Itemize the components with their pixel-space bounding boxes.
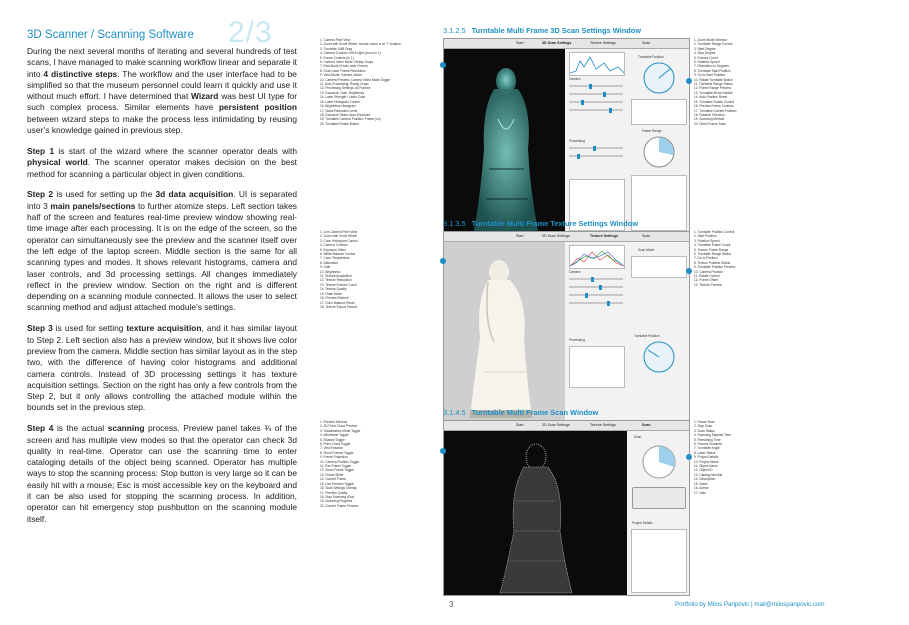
annotation-note: 14. Current Frame <box>320 477 347 482</box>
annotation-note: 15. Notes <box>694 481 708 486</box>
paragraph-step-2: Step 2 is used for setting up the 3d data acquisition. UI is separated into 3 main panels/sections to further atomize steps. Left section takes half of the screen and features real-time preview window showing real-time image after each processing. It is on the edge of the screen, so the operator can simultaneously see the preview and the scanner itself over the left edge of the laptop screen. Middle section is the same for all scanning types and modes. It shows relevant histograms, camera and laser controls, and 3d processing settings. All changes immediately reflect in the preview window. Section on the right and is different depending on a scanning module connected. It allows the user to select scanning method and adjust attached module’s settings. <box>27 189 298 313</box>
section-title-3d-scan-settings <box>443 26 641 35</box>
paragraph-intro: During the next several months of iterating and several hundreds of test scans, I have managed to make scanning workflow linear and separate it into 4 distinctive steps. The workflow and the user interface had to be simplified so that the museum personnel could learn it quickly and use it without much effort. I have determined that Wizard was best UI type for such complex process. Similar elements have persistent position between wizard steps to make the process less intimidating by reusing user’s knowledge gained in previous step. <box>27 46 298 136</box>
annotations-right-texture <box>694 230 809 420</box>
annotation-note: 12. Processing Settings: All Frames <box>320 86 371 91</box>
annotation-note: 13. Texture Frames Count <box>320 282 357 287</box>
screenshot-3d-scan-settings <box>443 38 690 236</box>
wizard-tabbar <box>444 232 689 242</box>
annotation-note: 11. Turntable Range Status <box>694 82 733 87</box>
annotation-note: 12. Frame Offset <box>694 278 718 283</box>
annotation-note: 7. Resolution in Degrees <box>694 64 729 69</box>
annotation-note: 18. Rotation Direction <box>694 112 725 117</box>
emphasis-text: Step 2 <box>27 189 54 200</box>
section-number: 3.1.3.5 <box>443 219 466 228</box>
section-heading: Turntable Multi Frame Texture Settings Window <box>471 219 638 228</box>
panel-label-processing: Processing <box>569 338 585 342</box>
tab-texture-settings: Texture Settings <box>590 41 616 45</box>
annotation-note: 2. Turntable Range Control <box>694 42 733 47</box>
annotation-note: 4. Scanning Elapsed Time <box>694 433 732 438</box>
annotation-note: 17. Preview Quality <box>320 490 348 495</box>
emphasis-text: persistent position <box>218 102 297 113</box>
turntable-dial-icon[interactable] <box>642 340 676 374</box>
project-details-form[interactable] <box>631 529 687 593</box>
emphasis-text: Wizard <box>191 91 219 102</box>
annotation-note: 15. Turntable Rotate Control <box>694 99 735 104</box>
annotation-note: 20. Turntable Rotate Button <box>320 121 359 126</box>
emphasis-text: physical world <box>27 157 88 168</box>
annotation-note: 1. Preview Window <box>320 420 348 424</box>
emphasis-text: Step 3 <box>27 323 53 334</box>
preview-window <box>444 49 565 235</box>
callout-marker <box>440 448 446 454</box>
panel-label-turntable-position: Turntable Position <box>638 55 664 59</box>
frame-range-dial-icon[interactable] <box>642 135 676 169</box>
section-number: 3.1.2.5 <box>443 26 466 35</box>
emphasis-text: scanning <box>107 423 145 434</box>
exposure-slider[interactable] <box>569 278 623 280</box>
annotation-note: 8. Laser Status <box>694 450 716 455</box>
annotation-note: 12. Frame Range Preview <box>694 86 732 91</box>
annotation-note: 3. Visualization Mode Toggle <box>320 428 361 433</box>
panel-label-scan: Scan <box>634 435 642 439</box>
section-title-texture-settings <box>443 219 638 228</box>
annotation-note: 8. Saturation <box>320 260 339 265</box>
annotations-left-texture <box>320 230 440 420</box>
annotation-note: 5. Remaining Time <box>694 437 721 442</box>
annotation-note: 7. Go to Position <box>694 256 718 261</box>
white-balance-slider[interactable] <box>569 286 623 288</box>
annotation-note: 16. Scan Settings Overlay <box>320 486 357 491</box>
scan-preview-window <box>444 431 627 595</box>
annotation-note: 8. Show Frames Toggle <box>320 450 354 455</box>
annotations-right-scan <box>694 420 809 598</box>
page-title: 3D Scanner / Scanning Software <box>27 29 194 41</box>
annotation-note: 13. Frame Slider <box>320 472 344 477</box>
turntable-controls[interactable] <box>631 99 687 125</box>
annotation-note: 3. Scan Status <box>694 428 715 433</box>
tab-scan: Scan <box>642 234 651 238</box>
annotation-note: 3. Color Histogram Control <box>320 238 358 243</box>
annotation-note: 4. Camera Controls <box>320 243 348 248</box>
stop-scan-button[interactable] <box>632 487 686 509</box>
annotation-note: 10. Camera Preview: Camera Video Mode Toggle <box>320 77 391 82</box>
middle-panel <box>566 49 627 235</box>
annotation-note: 8. Texture Position Status <box>694 260 731 265</box>
annotation-note: 9. Gain <box>320 265 331 270</box>
wizard-tabbar <box>444 421 689 431</box>
scan-mode-box[interactable] <box>631 256 687 278</box>
gain-slider[interactable] <box>569 93 623 95</box>
emphasis-text: 4 distinctive steps <box>43 68 118 79</box>
annotation-note: 5. Frame Controls (in 1) <box>320 55 354 60</box>
annotation-note: 3. Rotation Speed <box>694 238 720 243</box>
annotation-note: 8. Turntable Start Position <box>694 68 731 73</box>
annotation-note: 18. Texture Export Format <box>320 304 357 309</box>
tab-texture-settings: Texture Settings <box>590 423 616 427</box>
annotation-note: 7. Turntable Angle <box>694 446 720 451</box>
annotation-note: 2. Zoom with Scroll Wheel <box>320 234 358 239</box>
annotation-note: 15. Laser Histogram Control <box>320 99 360 104</box>
annotation-note: 9. Turntable Position Preview <box>694 265 736 270</box>
frame-range-controls[interactable] <box>631 175 687 231</box>
annotation-note: 16. Preview Refresh <box>320 296 349 301</box>
annotation-note: 7. View Rotation <box>320 446 344 451</box>
annotation-note: 4. Stop Degree <box>694 51 716 56</box>
paragraph-step-4: Step 4 is the actual scanning process. Preview panel takes ¾ of the screen and has multiple view modes so that the operator can check 3d quality in real-time. Operator can use the scanning time to enter cataloging details of the object being scanned. Operator has multiple ways to stop the scanning process: Stop button is very large so it can be easily hit with a mouse; Esc is most accessible key on the keyboard and it can be also used for stopping the scanning process. In addition, operator can hit emergency stop pushbutton on the scanning module itself. <box>27 423 297 524</box>
section-heading: Turntable Multi Frame Scan Window <box>471 408 599 417</box>
annotation-note: 19. Scanning Progress <box>320 499 353 504</box>
annotation-note: 10. Camera Position <box>694 269 723 274</box>
annotation-note: 12. Zoom Frame Toggle <box>320 468 354 473</box>
annotation-note: 13. Catalog Number <box>694 472 723 477</box>
annotation-note: 13. Turntable Arrow Handle <box>694 90 733 95</box>
scan-progress-dial-icon <box>640 443 678 481</box>
body-text <box>27 46 297 535</box>
annotation-note: 4. Camera Controls: left & right (zoom in 1) <box>320 51 381 56</box>
annotation-note: 3. Turntable LMB Drag <box>320 46 353 51</box>
annotation-note: 9. Go to Start Position <box>694 73 726 78</box>
section-number: 3.1.4.5 <box>443 408 466 417</box>
annotation-note: 2. Stop Scan <box>694 424 713 429</box>
annotation-note: 9. Project Details <box>694 455 719 460</box>
right-panel <box>628 242 689 420</box>
tab-3d-scan-settings: 3D Scan Settings <box>542 234 570 238</box>
emphasis-text: Step 4 <box>27 423 54 434</box>
exposure-slider[interactable] <box>569 85 623 87</box>
panel-label-turntable-position: Turntable Position <box>634 334 660 338</box>
annotation-note: 18. Stop Scanning (Esc) <box>320 494 355 499</box>
annotation-note: 3. Start Degree <box>694 46 716 51</box>
laser-histogram <box>569 52 625 76</box>
tab-start: Start <box>516 41 524 45</box>
annotation-note: 11. Pan Frame Toggle <box>320 464 352 469</box>
color-histogram <box>569 245 625 269</box>
annotation-note: 4. Wireframe Toggle <box>320 433 349 438</box>
annotation-note: 10. Camera Position Toggle <box>320 459 360 464</box>
gain-slider[interactable] <box>569 302 623 304</box>
panel-label-camera: Camera <box>569 270 581 274</box>
paragraph-step-1: Step 1 is start of the wizard where the scanner operator deals with physical world. The scanner operator makes decision on the best method for scanning a particular object in given conditions. <box>27 145 297 179</box>
annotation-note: 11. Texture Acquisition <box>320 274 352 279</box>
callout-marker <box>440 258 446 264</box>
annotation-note: 13. Texture Preview <box>694 282 722 287</box>
annotation-note: 13. Exposure, Gain, Brightness <box>320 90 365 95</box>
laser-strength-slider[interactable] <box>569 109 623 111</box>
tab-scan: Scan <box>642 41 651 45</box>
annotation-note: 5. Texture Frame Range <box>694 247 729 252</box>
annotation-note: 12. Object ID <box>694 468 713 473</box>
screenshot-scan-window <box>443 420 690 596</box>
annotation-note: 9. View Mode: Camera Vision <box>320 73 362 78</box>
annotation-note: 6. Point Cloud Toggle <box>320 442 351 447</box>
wizard-tabbar <box>444 39 689 49</box>
annotation-note: 20. Direct Frame Scan <box>694 121 726 126</box>
annotation-note: 2. Zoom with Scroll Wheel: mouse cursor is at '+' location <box>320 42 401 47</box>
annotation-note: 5. Frames Count <box>694 55 718 60</box>
annotation-note: 6. Turntable Range Status <box>694 252 732 257</box>
noise-slider[interactable] <box>569 155 623 157</box>
annotation-note: 8. Grab Laser Frame Resolution <box>320 68 366 73</box>
tab-start: Start <box>516 234 524 238</box>
annotation-note: 2. Start Position <box>694 234 717 239</box>
annotation-note: 18. Exposure Slider: Auto Exposure <box>320 112 371 117</box>
annotation-note: 7. Fast Mode (Grab Laser Frame) <box>320 64 368 69</box>
tab-texture-settings: Texture Settings <box>590 234 618 238</box>
annotation-note: 7. Color Temperature <box>320 256 350 261</box>
brightness-slider[interactable] <box>569 101 623 103</box>
annotation-note: 14. Laser Strength / Laser Color <box>320 95 366 100</box>
statue-point-cloud-image <box>444 431 627 595</box>
annotation-note: 6. Frames Scanned <box>694 442 722 447</box>
annotation-note: 11. Rotate Control <box>694 274 720 279</box>
annotation-note: 19. Scanning Method <box>694 117 725 122</box>
annotation-note: 11. Object Name <box>694 464 718 469</box>
annotation-note: 20. Current Frame Preview <box>320 503 359 508</box>
annotation-note: 1. Zoom Mode Selector <box>694 38 728 42</box>
tab-3d-scan-settings: 3D Scan Settings <box>542 423 570 427</box>
annotations-left-3d <box>320 38 440 239</box>
callout-marker <box>686 268 692 274</box>
turntable-dial-icon[interactable] <box>642 61 676 95</box>
annotation-note: 1. Camera Pixel View <box>320 38 351 42</box>
emphasis-text: 3d data acquisition <box>155 189 234 200</box>
annotation-note: 5. Shaded Toggle <box>320 437 345 442</box>
right-panel <box>628 49 689 235</box>
screenshot-texture-settings <box>443 231 690 421</box>
annotation-note: 10. Project Name <box>694 459 719 464</box>
emphasis-text: main panels/sections <box>50 200 136 211</box>
annotation-note: 15. Live Preview Toggle <box>320 481 354 486</box>
annotation-note: 1. Live Camera Pixel View <box>320 230 358 234</box>
annotation-note: 14. Texture Quality <box>320 287 347 292</box>
saturation-slider[interactable] <box>569 294 623 296</box>
texture-settings-box <box>569 346 625 388</box>
callout-marker <box>686 454 692 460</box>
annotation-note: 10. Brightness <box>320 269 341 274</box>
panel-label-project-details: Project Details <box>632 521 653 525</box>
annotation-note: 17. Noise Reduction Level <box>320 108 358 113</box>
annotation-note: 6. Rotation Speed <box>694 60 720 65</box>
annotations-left-scan <box>320 420 440 598</box>
annotation-note: 5. Exposure Slider <box>320 247 347 252</box>
annotation-note: 4. Turntable Frame Count <box>694 243 731 248</box>
footer-credit: Portfolio by Milos Paripovic | mail@milosparipovic.com <box>675 601 825 608</box>
annotation-note: 1. Pause Scan <box>694 420 715 424</box>
callout-marker <box>686 78 692 84</box>
page-number: 3 <box>449 600 454 609</box>
annotation-note: 17. Turntable Current Position <box>694 108 737 113</box>
annotation-note: 17. Date <box>694 490 707 495</box>
tab-start: Start <box>516 423 524 427</box>
annotation-note: 1. Turntable Position Control <box>694 230 735 234</box>
threshold-slider[interactable] <box>569 147 623 149</box>
annotation-note: 14. Auto Position Reset <box>694 95 728 100</box>
annotation-note: 6. White Balance Control <box>320 252 356 257</box>
section-heading: Turntable Multi Frame 3D Scan Settings Window <box>471 26 641 35</box>
panel-label-frame-range: Frame Range <box>642 129 662 133</box>
paragraph-step-3: Step 3 is used for setting texture acquisition, and it has similar layout to Step 2. Left section also has a preview window, but it shows live color preview from the camera. Middle section has similar layout as in the step two, with the difference of having color histograms and additional camera controls. Instead of 3D processing settings it has texture acquisition settings. Section on the right has only a few controls from the Step 2, but it only allows controlling the attached module within the bounds set in the previous step. <box>27 323 297 413</box>
annotation-note: 16. Preview Frame Controls <box>694 104 734 109</box>
middle-panel <box>566 242 627 420</box>
annotation-note: 6. Camera Video Mode: Ready Grays <box>320 60 374 65</box>
tab-scan: Scan <box>642 423 651 427</box>
section-title-scan-window <box>443 408 598 417</box>
annotation-note: 9. Frame Projection <box>320 455 348 460</box>
annotation-note: 15. Flash Mode <box>320 291 342 296</box>
panel-label-processing: Processing <box>569 139 585 143</box>
callout-marker <box>440 62 446 68</box>
annotation-note: 16. Brightness Histogram <box>320 104 356 109</box>
annotation-note: 12. Texture Resolution <box>320 278 352 283</box>
annotation-note: 19. Turntable Camera Position: Frame (on) <box>320 117 381 122</box>
panel-label-camera: Camera <box>569 77 581 81</box>
emphasis-text: texture acquisition <box>126 323 202 334</box>
annotation-note: 16. Author <box>694 486 709 491</box>
annotation-note: 14. Description <box>694 477 716 482</box>
panel-label-scan-mode: Scan Mode <box>638 248 655 252</box>
statue-color-image <box>444 242 565 420</box>
color-preview-window <box>444 242 565 420</box>
annotation-note: 2. 3D Point Cloud Preview <box>320 424 358 429</box>
annotation-note: 11. Auto-Processing: Ready Grays <box>320 82 369 87</box>
annotation-note: 10. Rotate Turntable Button <box>694 77 733 82</box>
watermark-page-number: 2/3 <box>228 16 273 49</box>
emphasis-text: Step 1 <box>27 145 55 156</box>
right-panel <box>628 431 689 595</box>
annotation-note: 17. Color Balance Reset <box>320 300 355 305</box>
statue-point-cloud-image <box>444 49 565 235</box>
tab-3d-scan-settings: 3D Scan Settings <box>542 41 572 45</box>
